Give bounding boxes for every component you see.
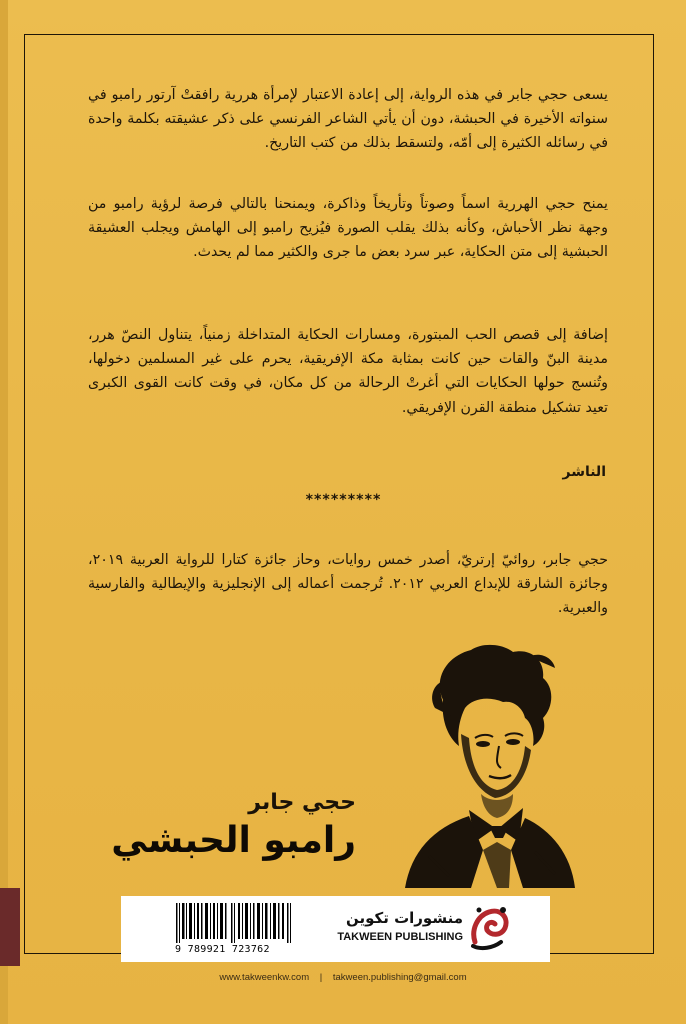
publisher-name-english: TAKWEEN PUBLISHING	[337, 931, 463, 943]
email-link[interactable]: takween.publishing@gmail.com	[332, 972, 467, 983]
publisher-name-arabic: منشورات تكوين	[345, 909, 463, 927]
book-title: رامبو الحبشي	[111, 820, 356, 861]
barcode-icon	[176, 903, 291, 943]
website-link[interactable]: www.takweenkw.com	[219, 972, 310, 983]
contact-footer	[0, 972, 686, 983]
barcode-panel	[121, 896, 550, 962]
synopsis-paragraph-1: يسعى حجي جابر في هذه الرواية، إلى إعادة الاعتبار لإمرأة هررية رافقتْ آرتور رامبو في سنواته الأخيرة في الحبشة، دون أن يأتي الشاعر الفرنسي على ذكر عشيقته بكلمة واحدة في رسائله الكثيرة إلى أمّه، ولتسقط بذلك من كتب التاريخ.	[88, 87, 608, 152]
author-bio: حجي جابر، روائيّ إرتريّ، أصدر خمس روايات، وحاز جائزة كتارا للرواية العربية ٢٠١٩، وجائزة الشارقة للإبداع العربي ٢٠١٢. تُرجمت أعماله إلى الإنجليزية والإيطالية والفارسية والعبرية.	[88, 552, 609, 617]
spine-tab	[0, 888, 20, 966]
synopsis-paragraph-2: يمنح حجي الهررية اسماً وصوتاً وتأريخاً وذاكرة، ويمنحنا بالتالي فرصة لرؤية رامبو من وجهة نظر الأحباش، وكأنه بذلك يقلب الصورة فيُزيح رامبو إلى الهامش ويجلب العشيقة الحبشية إلى متن الحكاية، عبر سرد بعض ما جرى والكثير مما لم يحدث.	[88, 196, 608, 261]
author-name: حجي جابر	[248, 790, 356, 815]
portrait-illustration	[385, 638, 585, 888]
section-separator: *********	[305, 492, 381, 508]
publisher-signature: الناشر	[562, 464, 606, 480]
footer-separator: |	[319, 972, 323, 983]
spine-edge	[0, 0, 8, 1024]
isbn-number: 9 789921 723762	[175, 944, 270, 955]
synopsis-paragraph-3: إضافة إلى قصص الحب المبتورة، ومسارات الحكاية المتداخلة زمنياً، يتناول النصّ هرر، مدينة البنّ والقات حين كانت بمثابة مكة الإفريقية، يحرم على غير المسلمين دخولها، وتُنسج حولها الحكايات التي أغرتْ الرحالة من كل مكان، في وقت كانت القوى الكبرى تعيد تشكيل منطقة القرن الإفريقي.	[88, 327, 608, 416]
takween-logo-icon	[467, 902, 513, 954]
